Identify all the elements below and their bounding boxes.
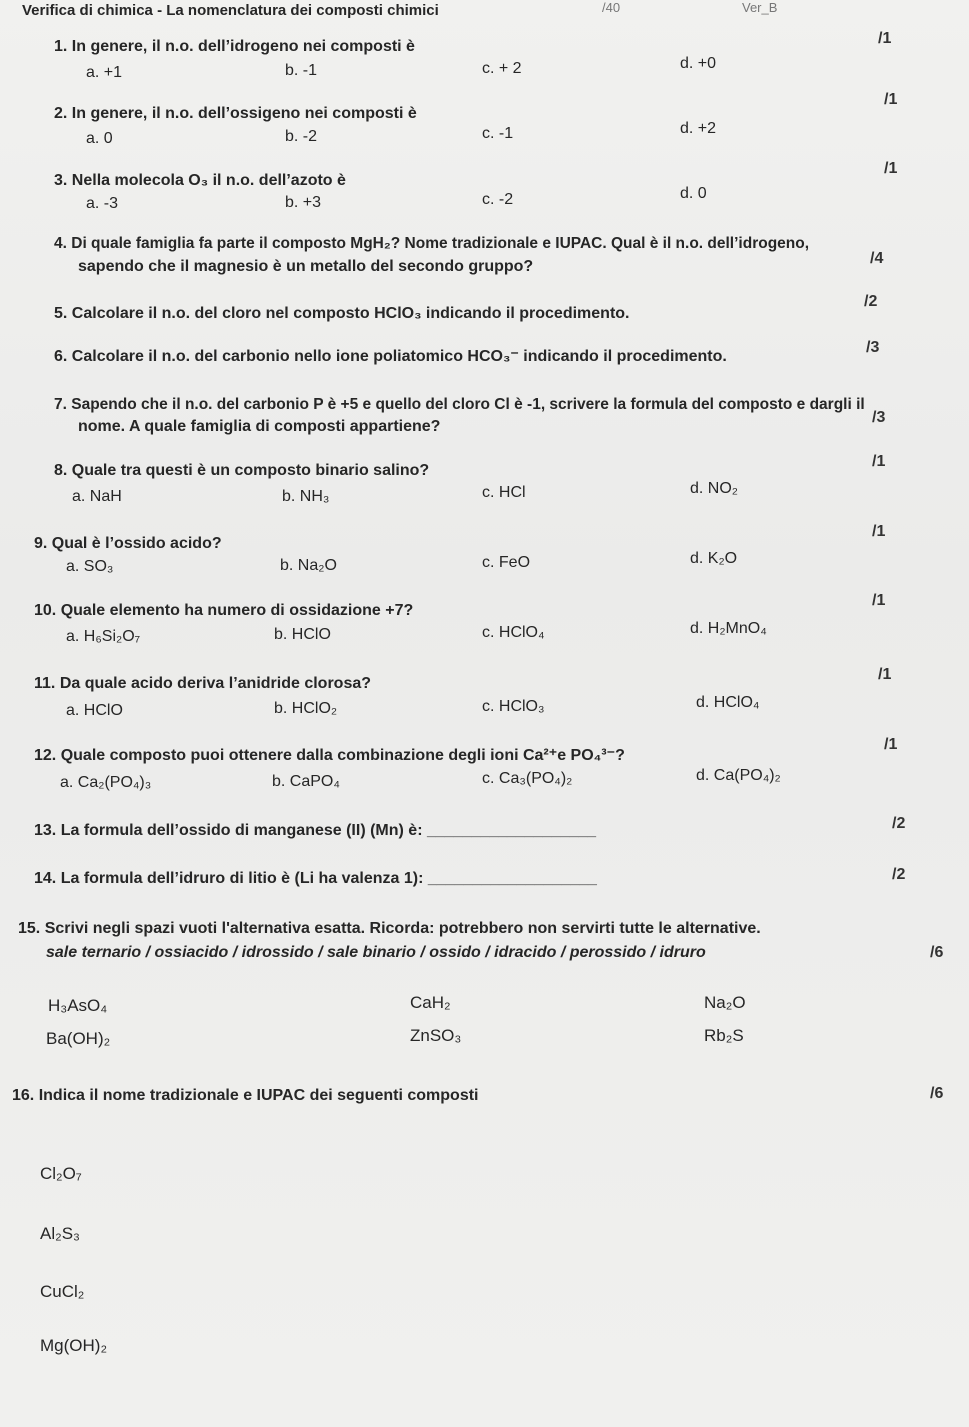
q11-option-c[interactable]: c. HClO₃ <box>482 698 545 715</box>
question-5: 5. Calcolare il n.o. del cloro nel composto HClO₃ indicando il procedimento. <box>54 305 630 322</box>
q12-option-a[interactable]: a. Ca₂(PO₄)₃ <box>60 774 152 791</box>
q3-option-a[interactable]: a. -3 <box>86 195 119 212</box>
question-7-line2: nome. A quale famiglia di composti appartiene? <box>78 418 441 435</box>
question-6: 6. Calcolare il n.o. del carbonio nello ione poliatomico HCO₃⁻ indicando il procedimento. <box>54 348 727 365</box>
q9-option-d[interactable]: d. K₂O <box>690 550 738 567</box>
q11-option-a[interactable]: a. HClO <box>66 702 123 719</box>
q8-option-c[interactable]: c. HCl <box>482 484 526 501</box>
q8-option-a[interactable]: a. NaH <box>72 488 122 505</box>
page-title: Verifica di chimica - La nomenclatura dei composti chimici <box>22 2 439 19</box>
question-1-points: /1 <box>878 30 892 47</box>
q10-option-d[interactable]: d. H₂MnO₄ <box>690 620 767 637</box>
question-5-points: /2 <box>864 293 878 310</box>
question-15-points: /6 <box>930 944 944 961</box>
question-4-line2: sapendo che il magnesio è un metallo del secondo gruppo? <box>78 258 534 275</box>
q16-formula-cucl2: CuCl₂ <box>40 1282 85 1301</box>
question-7: 7. Sapendo che il n.o. del carbonio P è +5 e quello del cloro Cl è -1, scrivere la formula del composto e dargli il <box>54 396 865 413</box>
question-10: 10. Quale elemento ha numero di ossidazione +7? <box>34 602 414 619</box>
q15-formula-na2o: Na₂O <box>704 993 746 1012</box>
question-14: 14. La formula dell’idruro di litio è (Li ha valenza 1): ___________________ <box>34 870 597 887</box>
q10-option-c[interactable]: c. HClO₄ <box>482 624 545 641</box>
question-15: 15. Scrivi negli spazi vuoti l'alternativa esatta. Ricorda: potrebbero non servirti tutte le alternative. <box>18 920 761 937</box>
question-8: 8. Quale tra questi è un composto binario salino? <box>54 462 430 479</box>
question-3-points: /1 <box>884 160 898 177</box>
q2-option-d[interactable]: d. +2 <box>680 120 717 137</box>
question-12-points: /1 <box>884 736 898 753</box>
q15-formula-baoh2: Ba(OH)₂ <box>46 1029 111 1048</box>
q10-option-b[interactable]: b. HClO <box>274 626 331 643</box>
q15-formula-znso3: ZnSO₃ <box>410 1026 462 1045</box>
question-16: 16. Indica il nome tradizionale e IUPAC dei seguenti composti <box>12 1087 479 1104</box>
question-3: 3. Nella molecola O₃ il n.o. dell’azoto è <box>54 172 346 189</box>
q16-formula-mgoh2: Mg(OH)₂ <box>40 1336 108 1355</box>
question-1: 1. In genere, il n.o. dell’idrogeno nei composti è <box>54 38 415 55</box>
q16-formula-al2s3: Al₂S₃ <box>40 1224 80 1243</box>
q8-option-d[interactable]: d. NO₂ <box>690 480 738 497</box>
q15-formula-rb2s: Rb₂S <box>704 1026 744 1045</box>
question-13: 13. La formula dell’ossido di manganese (II) (Mn) è: ___________________ <box>34 822 597 839</box>
q3-option-d[interactable]: d. 0 <box>680 185 707 202</box>
q2-option-b[interactable]: b. -2 <box>285 128 318 145</box>
question-2: 2. In genere, il n.o. dell’ossigeno nei composti è <box>54 105 417 122</box>
q1-option-d[interactable]: d. +0 <box>680 55 717 72</box>
q3-option-b[interactable]: b. +3 <box>285 194 322 211</box>
q16-formula-cl2o7: Cl₂O₇ <box>40 1164 82 1183</box>
question-9: 9. Qual è l’ossido acido? <box>34 535 222 552</box>
q9-option-a[interactable]: a. SO₃ <box>66 558 114 575</box>
q12-option-d[interactable]: d. Ca(PO₄)₂ <box>696 767 781 784</box>
q9-option-c[interactable]: c. FeO <box>482 554 531 571</box>
question-6-points: /3 <box>866 339 880 356</box>
question-2-points: /1 <box>884 91 898 108</box>
question-11-points: /1 <box>878 666 892 683</box>
question-11: 11. Da quale acido deriva l’anidride clorosa? <box>34 675 372 692</box>
question-7-points: /3 <box>872 409 886 426</box>
question-14-points: /2 <box>892 866 906 883</box>
question-15-choices: sale ternario / ossiacido / idrossido / sale binario / ossido / idracido / perossido / idruro <box>46 944 706 961</box>
q8-option-b[interactable]: b. NH₃ <box>282 488 330 505</box>
question-4-points: /4 <box>870 250 884 267</box>
q10-option-a[interactable]: a. H₆Si₂O₇ <box>66 628 141 645</box>
q3-option-c[interactable]: c. -2 <box>482 191 514 208</box>
q12-option-c[interactable]: c. Ca₃(PO₄)₂ <box>482 770 573 787</box>
question-10-points: /1 <box>872 592 886 609</box>
q15-formula-h3aso4: H₃AsO₄ <box>48 996 108 1015</box>
q1-option-a[interactable]: a. +1 <box>86 64 123 81</box>
q15-formula-cah2: CaH₂ <box>410 993 451 1012</box>
version-label: Ver_B <box>742 0 778 15</box>
question-9-points: /1 <box>872 523 886 540</box>
question-4: 4. Di quale famiglia fa parte il composto MgH₂? Nome tradizionale e IUPAC. Qual è il n.o. dell’idrogeno, <box>54 235 810 252</box>
question-8-points: /1 <box>872 453 886 470</box>
q2-option-a[interactable]: a. 0 <box>86 130 113 147</box>
q11-option-d[interactable]: d. HClO₄ <box>696 694 760 711</box>
q1-option-c[interactable]: c. + 2 <box>482 60 522 77</box>
q1-option-b[interactable]: b. -1 <box>285 62 318 79</box>
q11-option-b[interactable]: b. HClO₂ <box>274 700 338 717</box>
q9-option-b[interactable]: b. Na₂O <box>280 557 337 574</box>
total-score: /40 <box>602 0 621 15</box>
question-16-points: /6 <box>930 1085 944 1102</box>
q12-option-b[interactable]: b. CaPO₄ <box>272 773 340 790</box>
q2-option-c[interactable]: c. -1 <box>482 125 514 142</box>
question-12: 12. Quale composto puoi ottenere dalla combinazione degli ioni Ca²⁺e PO₄³⁻? <box>34 747 625 764</box>
question-13-points: /2 <box>892 815 906 832</box>
